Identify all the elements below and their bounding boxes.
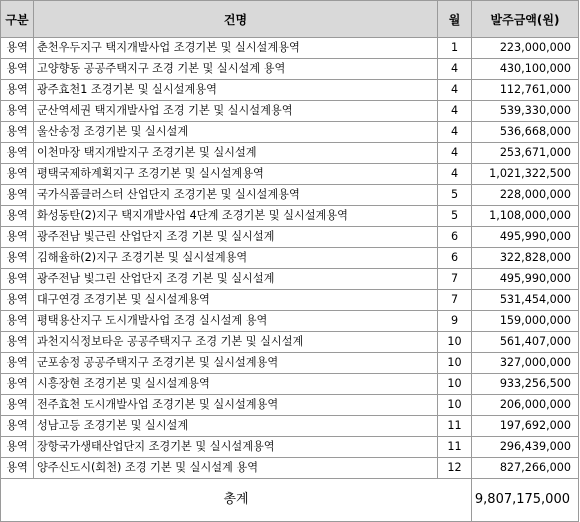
cell-month: 10 bbox=[438, 374, 472, 395]
table-row bbox=[1, 416, 579, 437]
cell-type: 용역 bbox=[1, 353, 34, 374]
cell-name: 장항국가생태산업단지 조경기본 및 실시설계용역 bbox=[34, 437, 438, 458]
cell-amount: 322,828,000 bbox=[472, 248, 579, 269]
cell-name: 전주효천 도시개발사업 조경기본 및 실시설계용역 bbox=[34, 395, 438, 416]
cell-month: 12 bbox=[438, 458, 472, 479]
cell-type: 용역 bbox=[1, 395, 34, 416]
cell-name: 이천마장 택지개발지구 조경기본 및 실시설계 bbox=[34, 143, 438, 164]
cell-name: 군포송정 공공주택지구 조경기본 및 실시설계용역 bbox=[34, 353, 438, 374]
table-row bbox=[1, 80, 579, 101]
cell-month: 4 bbox=[438, 164, 472, 185]
table-row bbox=[1, 458, 579, 479]
cell-amount: 827,266,000 bbox=[472, 458, 579, 479]
cell-name: 김해율하(2)지구 조경기본 및 실시설계용역 bbox=[34, 248, 438, 269]
cell-amount: 159,000,000 bbox=[472, 311, 579, 332]
cell-type: 용역 bbox=[1, 38, 34, 59]
table-row bbox=[1, 38, 579, 59]
cell-name: 고양향동 공공주택지구 조경 기본 및 실시설계 용역 bbox=[34, 59, 438, 80]
cell-month: 6 bbox=[438, 227, 472, 248]
cell-month: 11 bbox=[438, 416, 472, 437]
cell-amount: 197,692,000 bbox=[472, 416, 579, 437]
cell-month: 5 bbox=[438, 206, 472, 227]
cell-month: 1 bbox=[438, 38, 472, 59]
cell-amount: 561,407,000 bbox=[472, 332, 579, 353]
cell-month: 10 bbox=[438, 332, 472, 353]
table-row bbox=[1, 206, 579, 227]
cell-month: 5 bbox=[438, 185, 472, 206]
header-month: 월 bbox=[438, 1, 472, 38]
cell-month: 7 bbox=[438, 269, 472, 290]
cell-name: 국가식품클러스터 산업단지 조경기본 및 실시설계용역 bbox=[34, 185, 438, 206]
cell-type: 용역 bbox=[1, 227, 34, 248]
cell-month: 4 bbox=[438, 143, 472, 164]
header-name: 건명 bbox=[34, 1, 438, 38]
cell-month: 7 bbox=[438, 290, 472, 311]
table-row bbox=[1, 311, 579, 332]
cell-name: 광주효천1 조경기본 및 실시설계용역 bbox=[34, 80, 438, 101]
cell-amount: 112,761,000 bbox=[472, 80, 579, 101]
cell-type: 용역 bbox=[1, 122, 34, 143]
cell-amount: 495,990,000 bbox=[472, 227, 579, 248]
cell-name: 평택용산지구 도시개발사업 조경 실시설계 용역 bbox=[34, 311, 438, 332]
table-body bbox=[1, 38, 579, 479]
table-row bbox=[1, 269, 579, 290]
cell-type: 용역 bbox=[1, 248, 34, 269]
cell-name: 시흥장현 조경기본 및 실시설계용역 bbox=[34, 374, 438, 395]
cell-type: 용역 bbox=[1, 437, 34, 458]
cell-month: 4 bbox=[438, 59, 472, 80]
cell-amount: 430,100,000 bbox=[472, 59, 579, 80]
table-row bbox=[1, 227, 579, 248]
table-row bbox=[1, 290, 579, 311]
cell-type: 용역 bbox=[1, 80, 34, 101]
cell-month: 4 bbox=[438, 122, 472, 143]
cell-name: 울산송정 조경기본 및 실시설계 bbox=[34, 122, 438, 143]
table-row bbox=[1, 122, 579, 143]
table-row bbox=[1, 59, 579, 80]
cell-amount: 539,330,000 bbox=[472, 101, 579, 122]
cell-type: 용역 bbox=[1, 269, 34, 290]
cell-amount: 253,671,000 bbox=[472, 143, 579, 164]
cell-month: 4 bbox=[438, 101, 472, 122]
cell-amount: 536,668,000 bbox=[472, 122, 579, 143]
cell-name: 광주전남 빛그린 산업단지 조경 기본 및 실시설계 bbox=[34, 269, 438, 290]
table-row bbox=[1, 437, 579, 458]
cell-type: 용역 bbox=[1, 374, 34, 395]
cell-amount: 933,256,500 bbox=[472, 374, 579, 395]
cell-amount: 206,000,000 bbox=[472, 395, 579, 416]
table-row bbox=[1, 164, 579, 185]
cell-name: 평택국제하계획지구 조경기본 및 실시설계용역 bbox=[34, 164, 438, 185]
header-amount: 발주금액(원) bbox=[472, 1, 579, 38]
cell-name: 양주신도시(회천) 조경 기본 및 실시설계 용역 bbox=[34, 458, 438, 479]
cell-type: 용역 bbox=[1, 101, 34, 122]
table-row bbox=[1, 353, 579, 374]
cell-month: 11 bbox=[438, 437, 472, 458]
header-type: 구분 bbox=[1, 1, 34, 38]
cell-amount: 327,000,000 bbox=[472, 353, 579, 374]
cell-type: 용역 bbox=[1, 143, 34, 164]
cell-type: 용역 bbox=[1, 290, 34, 311]
cell-amount: 495,990,000 bbox=[472, 269, 579, 290]
cell-amount: 1,108,000,000 bbox=[472, 206, 579, 227]
cell-name: 군산역세권 택지개발사업 조경 기본 및 실시설계용역 bbox=[34, 101, 438, 122]
total-row bbox=[1, 479, 579, 522]
cell-type: 용역 bbox=[1, 206, 34, 227]
cell-type: 용역 bbox=[1, 311, 34, 332]
table-row bbox=[1, 101, 579, 122]
cell-amount: 1,021,322,500 bbox=[472, 164, 579, 185]
cell-name: 대구연경 조경기본 및 실시설계용역 bbox=[34, 290, 438, 311]
cell-name: 광주전남 빛근린 산업단지 조경 기본 및 실시설계 bbox=[34, 227, 438, 248]
cell-type: 용역 bbox=[1, 332, 34, 353]
cell-month: 9 bbox=[438, 311, 472, 332]
total-label: 총계 bbox=[1, 479, 472, 522]
cell-month: 10 bbox=[438, 395, 472, 416]
cell-amount: 223,000,000 bbox=[472, 38, 579, 59]
cell-name: 성남고등 조경기본 및 실시설계 bbox=[34, 416, 438, 437]
cell-month: 10 bbox=[438, 353, 472, 374]
cell-name: 화성동탄(2)지구 택지개발사업 4단계 조경기본 및 실시설계용역 bbox=[34, 206, 438, 227]
cell-type: 용역 bbox=[1, 59, 34, 80]
cell-name: 과천지식정보타운 공공주택지구 조경 기본 및 실시설계 bbox=[34, 332, 438, 353]
cell-amount: 228,000,000 bbox=[472, 185, 579, 206]
cell-amount: 531,454,000 bbox=[472, 290, 579, 311]
cell-amount: 296,439,000 bbox=[472, 437, 579, 458]
cell-type: 용역 bbox=[1, 185, 34, 206]
header-row bbox=[1, 1, 579, 38]
cell-month: 6 bbox=[438, 248, 472, 269]
cell-type: 용역 bbox=[1, 416, 34, 437]
cell-type: 용역 bbox=[1, 458, 34, 479]
table-row bbox=[1, 332, 579, 353]
table-row bbox=[1, 374, 579, 395]
table-row bbox=[1, 395, 579, 416]
cell-name: 춘천우두지구 택지개발사업 조경기본 및 실시설계용역 bbox=[34, 38, 438, 59]
cell-month: 4 bbox=[438, 80, 472, 101]
table-row bbox=[1, 143, 579, 164]
table-row bbox=[1, 185, 579, 206]
table-row bbox=[1, 248, 579, 269]
cell-type: 용역 bbox=[1, 164, 34, 185]
total-amount: 9,807,175,000 bbox=[472, 479, 579, 522]
